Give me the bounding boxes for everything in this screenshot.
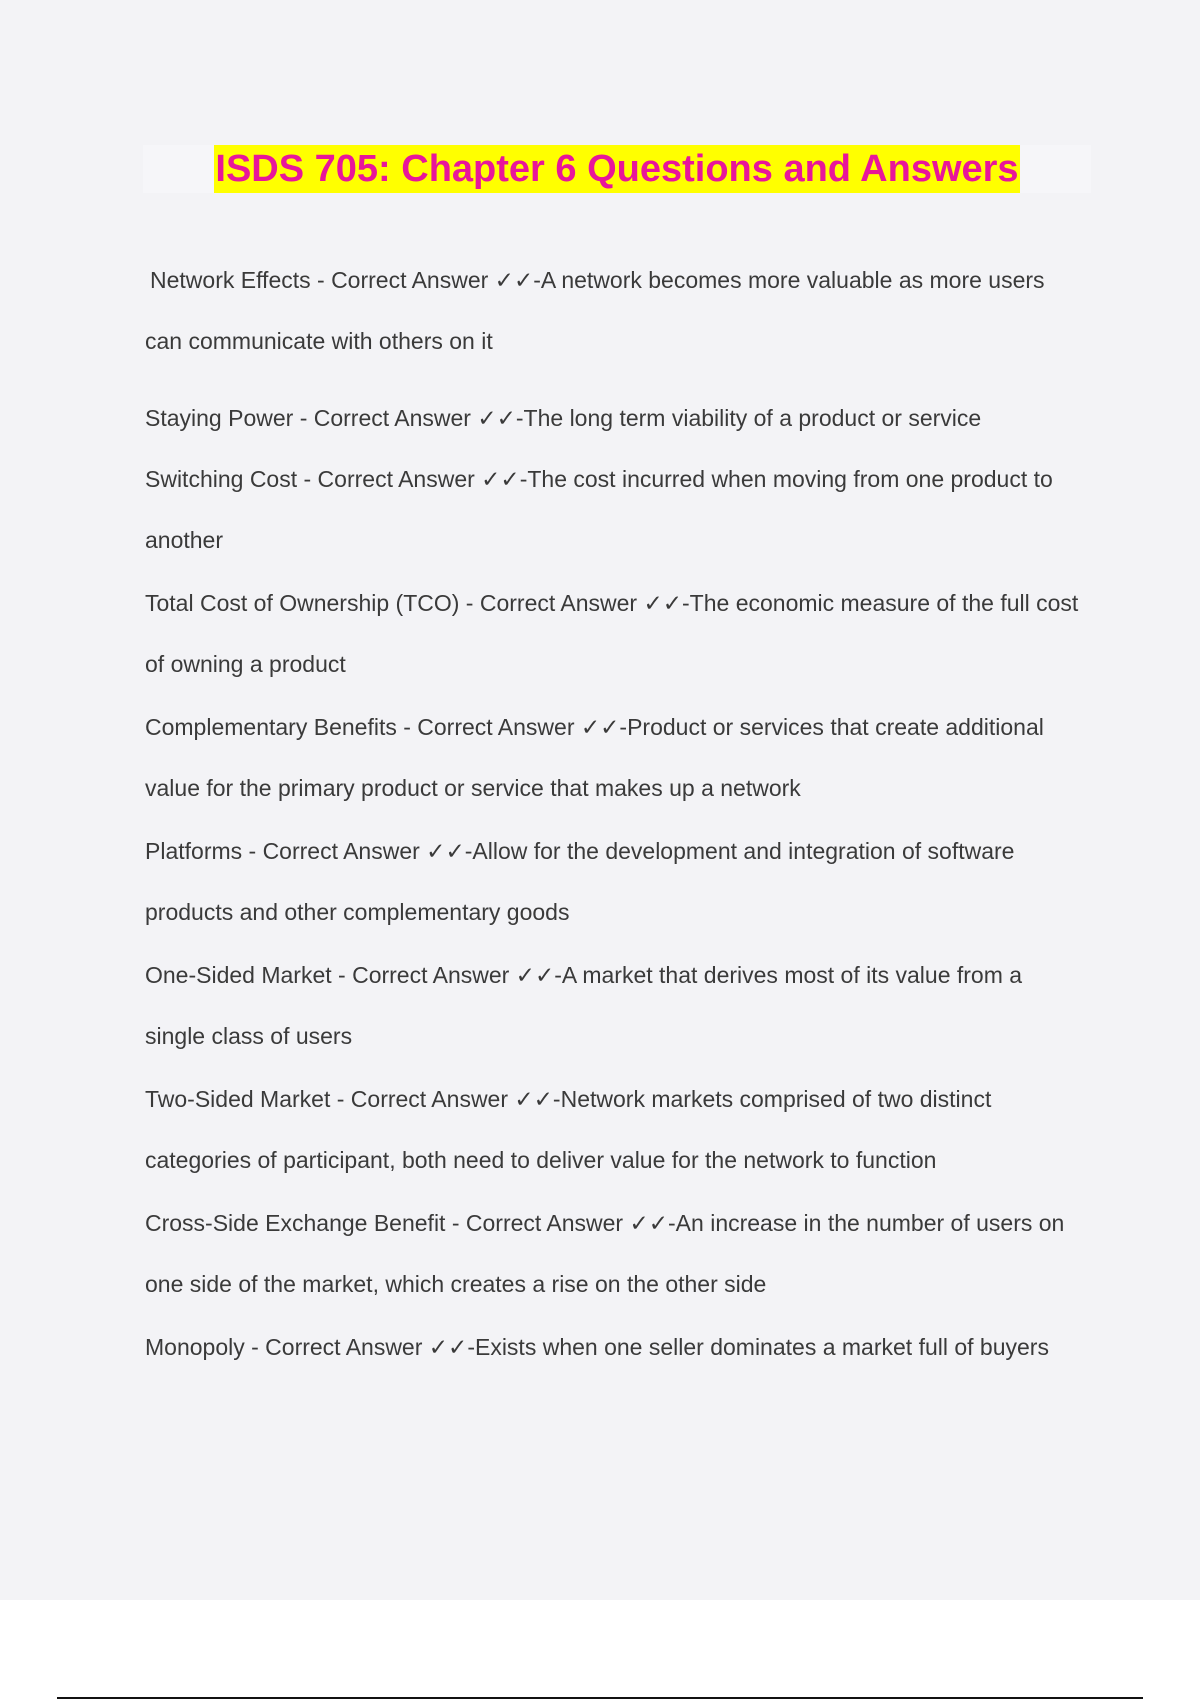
qa-entry-switching-cost: Switching Cost - Correct Answer ✓✓-The cost incurred when moving from one product to another — [145, 466, 1053, 553]
qa-entry-total-cost-of-ownership: Total Cost of Ownership (TCO) - Correct Answer ✓✓-The economic measure of the full cost of owning a product — [145, 590, 1079, 677]
qa-entry-complementary-benefits: Complementary Benefits - Correct Answer ✓✓-Product or services that create additional value for the primary product or service that makes up a network — [145, 714, 1044, 801]
document-title: ISDS 705: Chapter 6 Questions and Answers — [214, 145, 1019, 193]
qa-entry-two-sided-market: Two-Sided Market - Correct Answer ✓✓-Network markets comprised of two distinct categories of participant, both need to deliver value for the network to function — [145, 1086, 992, 1173]
title-band — [143, 145, 1091, 193]
qa-entry-platforms: Platforms - Correct Answer ✓✓-Allow for the development and integration of software products and other complementary goods — [145, 838, 1015, 925]
qa-entry-one-sided-market: One-Sided Market - Correct Answer ✓✓-A market that derives most of its value from a single class of users — [145, 962, 1023, 1049]
qa-entry-cross-side-exchange-benefit: Cross-Side Exchange Benefit - Correct Answer ✓✓-An increase in the number of users on one side of the market, which creates a rise on the other side — [145, 1210, 1065, 1297]
qa-entry-staying-power: Staying Power - Correct Answer ✓✓-The long term viability of a product or service — [145, 405, 982, 431]
qa-entry-monopoly: Monopoly - Correct Answer ✓✓-Exists when one seller dominates a market full of buyers — [145, 1334, 1049, 1360]
qa-list — [145, 250, 1080, 1378]
page-bottom-rule — [57, 1697, 1143, 1699]
qa-entry-network-effects: Network Effects - Correct Answer ✓✓-A network becomes more valuable as more users can communicate with others on it — [145, 267, 1045, 354]
